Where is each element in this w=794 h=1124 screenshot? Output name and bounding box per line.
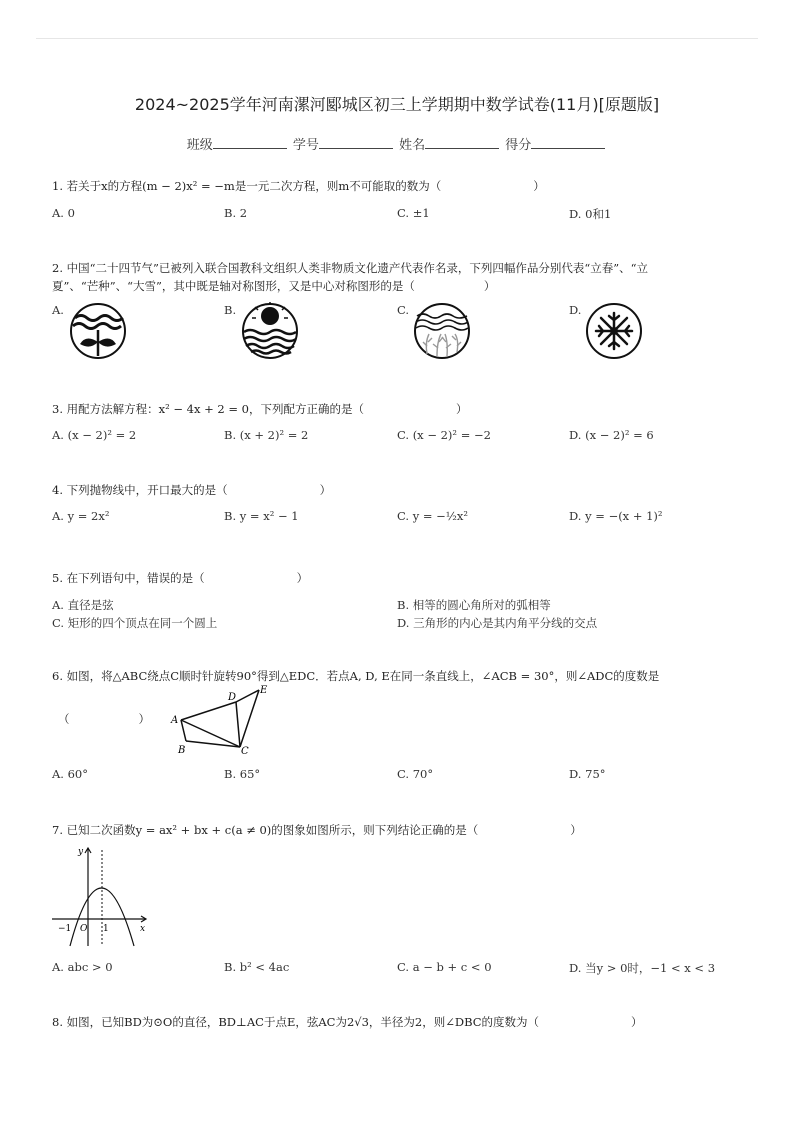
q3-option-a[interactable]: A. (x − 2)² = 2 [52, 428, 137, 442]
q1-stem: 1. 若关于x的方程(m − 2)x² = −m是一元二次方程，则m不可能取的数为（ ） [52, 179, 545, 193]
q5-option-a[interactable]: A. 直径是弦 [52, 598, 114, 612]
q3-option-d[interactable]: D. (x − 2)² = 6 [569, 428, 654, 442]
q7-axis-y-label: y [78, 847, 84, 857]
q7-stem: 7. 已知二次函数y = ax² + bx + c(a ≠ 0)的图象如图所示，则下列结论正确的是（ ） [52, 823, 582, 837]
q4-option-d[interactable]: D. y = −(x + 1)² [569, 509, 663, 523]
name-label: 姓名 [399, 138, 426, 153]
q7-tick-minus-one: −1 [58, 924, 72, 934]
class-label: 班级 [186, 138, 213, 153]
q7-origin-label: O [80, 924, 88, 934]
name-blank[interactable] [425, 136, 499, 149]
q6-stem: 6. 如图，将△ABC绕点C顺时针旋转90°得到△EDC．若点A, D, E在同一条直线上，∠ACB = 30°，则∠ADC的度数是 [52, 669, 660, 683]
summer-solar-term-icon [241, 302, 299, 360]
q6-option-d[interactable]: D. 75° [569, 767, 606, 781]
q4-stem: 4. 下列抛物线中，开口最大的是（ ） [52, 483, 332, 497]
snow-solar-term-icon [585, 302, 643, 360]
q6-label-a: A [171, 715, 179, 726]
q6-option-b[interactable]: B. 65° [224, 767, 261, 781]
q6-label-c: C [241, 746, 249, 756]
q5-option-d[interactable]: D. 三角形的内心是其内角平分线的交点 [397, 616, 598, 630]
q6-label-e: E [260, 685, 268, 696]
q3-option-b[interactable]: B. (x + 2)² = 2 [224, 428, 309, 442]
id-blank[interactable] [319, 136, 393, 149]
q2-stem-line1: 2. 中国“二十四节气”已被列入联合国教科文组织人类非物质文化遗产代表作名录，下列四幅作品分别代表“立春”、“立 [52, 261, 649, 275]
q4-option-b[interactable]: B. y = x² − 1 [224, 509, 299, 523]
q5-stem: 5. 在下列语句中，错误的是（ ） [52, 571, 309, 585]
q6-label-d: D [228, 692, 237, 703]
q7-parabola-graph [50, 842, 154, 950]
top-rule [36, 38, 758, 39]
q6-answer-paren: （ ） [58, 712, 150, 726]
q1-option-d[interactable]: D. 0和1 [569, 207, 612, 221]
q2-option-b[interactable]: B. [224, 303, 237, 317]
q4-option-a[interactable]: A. y = 2x² [52, 509, 110, 523]
spring-solar-term-icon [69, 302, 127, 360]
q7-option-a[interactable]: A. abc > 0 [52, 960, 113, 974]
q8-stem: 8. 如图，已知BD为⊙O的直径，BD⊥AC于点E，弦AC为2√3，半径为2，则∠DBC的度数为（ ） [52, 1015, 643, 1029]
q6-label-b: B [178, 745, 186, 756]
score-label: 得分 [505, 138, 532, 153]
q2-option-a[interactable]: A. [52, 303, 64, 317]
id-label: 学号 [292, 138, 319, 153]
q6-option-a[interactable]: A. 60° [52, 767, 88, 781]
q7-option-d[interactable]: D. 当y > 0时，−1 < x < 3 [569, 961, 716, 975]
q1-option-a[interactable]: A. 0 [52, 206, 75, 220]
q2-option-c[interactable]: C. [397, 303, 410, 317]
class-blank[interactable] [213, 136, 287, 149]
q4-option-c[interactable]: C. y = −½x² [397, 509, 469, 523]
q2-option-d[interactable]: D. [569, 303, 582, 317]
q5-option-b[interactable]: B. 相等的圆心角所对的弧相等 [397, 598, 551, 612]
q5-option-c[interactable]: C. 矩形的四个顶点在同一个圆上 [52, 616, 218, 630]
q7-axis-x-label: x [140, 924, 146, 934]
q1-option-b[interactable]: B. 2 [224, 206, 248, 220]
q7-option-b[interactable]: B. b² < 4ac [224, 960, 290, 974]
q3-option-c[interactable]: C. (x − 2)² = −2 [397, 428, 491, 442]
q6-rotated-triangle-figure [168, 684, 280, 756]
q6-option-c[interactable]: C. 70° [397, 767, 434, 781]
q7-option-c[interactable]: C. a − b + c < 0 [397, 960, 492, 974]
grain-solar-term-icon [413, 302, 471, 360]
page-title: 2024~2025学年河南漯河郾城区初三上学期期中数学试卷(11月)[原题版] [134, 95, 660, 114]
q7-tick-one: 1 [103, 924, 109, 934]
q3-stem: 3. 用配方法解方程：x² − 4x + 2 = 0，下列配方正确的是（ ） [52, 402, 468, 416]
q2-stem-line2: 夏”、“芒种”、“大雪”，其中既是轴对称图形，又是中心对称图形的是（ ） [52, 279, 496, 293]
score-blank[interactable] [531, 136, 605, 149]
student-info-line [0, 134, 794, 153]
q1-option-c[interactable]: C. ±1 [397, 206, 430, 220]
